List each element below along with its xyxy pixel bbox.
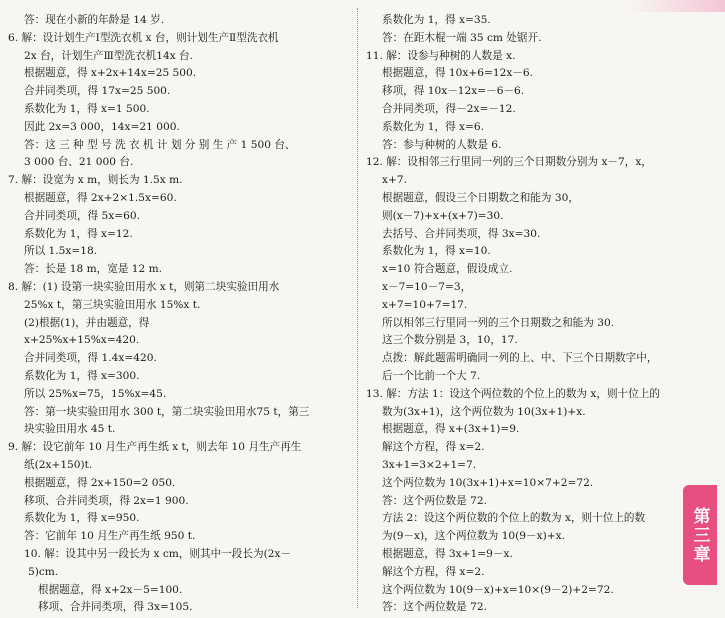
answer-line: 则(x－7)+x+(x+7)=30. [382,209,504,222]
answer-line: 合并同类项，得 5x=60. [24,209,140,222]
right-answer-column [366,12,674,617]
answer-line: 25%x t，第三块实验田用水 15%x t. [24,298,201,311]
answer-line: 12. 解：设相邻三行里同一列的三个日期数分别为 x－7，x， [366,156,652,169]
answer-line: 答：在距木棍一端 35 cm 处锯开. [382,31,542,44]
answer-line: (2)根据(1)，并由题意，得 [24,316,150,329]
answer-line: 移项、合并同类项，得 2x=1 900. [24,494,189,507]
answer-line: 方法 2：设这个两位数的个位上的数为 x，则十位上的数 [382,512,646,525]
answer-line: 合并同类项，得－2x=－12. [382,102,516,115]
column-divider [357,8,358,608]
answer-line: 3x+1=3×2+1=7. [382,458,477,471]
top-corner-decoration [628,0,725,12]
chapter-tab[interactable]: 第三章 [683,485,717,585]
answer-line: x－7=10－7=3， [382,280,472,293]
answer-line: x+7=10+7=17. [382,298,468,311]
answer-line: 因此 2x=3 000，14x=21 000. [24,120,180,133]
answer-line: 6. 解：设计划生产Ⅰ型洗衣机 x 台，则计划生产Ⅱ型洗衣机 [8,31,279,44]
answer-line: 答：这个两位数是 72. [382,494,487,507]
answer-line: 系数化为 1，得 x=35. [382,14,491,26]
answer-line: x+7. [382,174,407,187]
answer-line: 答：长是 18 m，宽是 12 m. [24,263,163,276]
answer-line: 根据题意，得 x+2x+14x=25 500. [24,67,197,80]
answer-line: 去括号、合并同类项，得 3x=30. [382,227,541,240]
answer-line: 系数化为 1，得 x=6. [382,120,484,133]
answer-line: 解这个方程，得 x=2. [382,565,485,578]
answer-line: 这三个数分别是 3，10，17. [382,334,518,347]
answer-line: 答：参与种树的人数是 6. [382,138,502,151]
answer-line: 8. 解：(1) 设第一块实验田用水 x t，则第二块实验田用水 [8,280,280,293]
answer-line: 所以 25%x=75，15%x=45. [24,387,167,400]
answer-line: 这个两位数为 10(3x+1)+x=10×7+2=72. [382,476,594,489]
answer-line: 根据题意，得 2x+2×1.5x=60. [24,191,177,204]
answer-line: 13. 解：方法 1：设这个两位数的个位上的数为 x，则十位上的 [366,387,660,400]
answer-line: 根据题意，得 10x+6=12x－6. [382,67,534,80]
answer-line: x+25%x+15%x=420. [24,334,140,347]
answer-line: 所以相邻三行里同一列的三个日期数之和能为 30. [382,316,615,329]
answer-line: 9. 解：设它前年 10 月生产再生纸 x t，则去年 10 月生产再生 [8,441,302,454]
answer-line: 系数化为 1，得 x=300. [24,369,140,382]
answer-line: 系数化为 1，得 x=950. [24,512,140,525]
answer-line: 根据题意，得 x+2x－5=100. [38,583,183,596]
answer-line: 移项、合并同类项，得 3x=105. [38,601,193,614]
answer-line: 合并同类项，得 1.4x=420. [24,352,157,365]
answer-line: 系数化为 1，得 x=1 500. [24,102,150,115]
answer-line: 所以 1.5x=18. [24,245,98,258]
answer-line: 数为(3x+1)，这个两位数为 10(3x+1)+x. [382,405,586,418]
answer-line: 答：现在小新的年龄是 14 岁. [24,14,165,26]
answer-line: x=10 符合题意，假设成立. [382,263,513,276]
answer-line: 3 000 台、21 000 台. [24,156,134,169]
answer-line: 答：这个两位数是 72. [382,601,487,614]
answer-line: 解这个方程，得 x=2. [382,441,485,454]
answer-line: 块实验田用水 45 t. [24,423,116,436]
answer-line: 7. 解：设宽为 x m，则长为 1.5x m. [8,174,183,187]
answer-line: 5)cm. [28,565,59,578]
answer-line: 根据题意，得 3x+1=9－x. [382,547,513,560]
answer-line: 10. 解：设其中另一段长为 x cm，则其中一段长为(2x－ [24,547,292,560]
left-answer-column [8,12,348,617]
answer-line: 这个两位数为 10(9－x)+x=10×(9－2)+2=72. [382,583,614,596]
answer-line: 系数化为 1，得 x=12. [24,227,133,240]
answer-line: 后一个比前一个大 7. [382,369,481,382]
answer-line: 答：第一块实验田用水 300 t，第二块实验田用水75 t，第三 [24,405,310,418]
answer-line: 系数化为 1，得 x=10. [382,245,491,258]
answer-line: 11. 解：设参与种树的人数是 x. [366,49,516,62]
answer-line: 为(9－x)，这个两位数为 10(9－x)+x. [382,530,565,543]
answer-line: 答：这 三 种 型 号 洗 衣 机 计 划 分 别 生 产 1 500 台、 [24,138,296,151]
answer-line: 根据题意，假设三个日期数之和能为 30， [382,191,579,204]
answer-line: 纸(2x+150)t. [24,458,93,471]
answer-line: 2x 台，计划生产Ⅲ型洗衣机14x 台. [24,49,194,62]
answer-line: 根据题意，得 x+(3x+1)=9. [382,423,520,436]
answer-line: 合并同类项，得 17x=25 500. [24,85,171,98]
answer-line: 移项，得 10x－12x=－6－6. [382,85,525,98]
answer-line: 点拨：解此题需明确同一列的上、中、下三个日期数字中， [382,352,658,365]
answer-line: 答：它前年 10 月生产再生纸 950 t. [24,530,196,543]
answer-line: 根据题意，得 2x+150=2 050. [24,476,176,489]
